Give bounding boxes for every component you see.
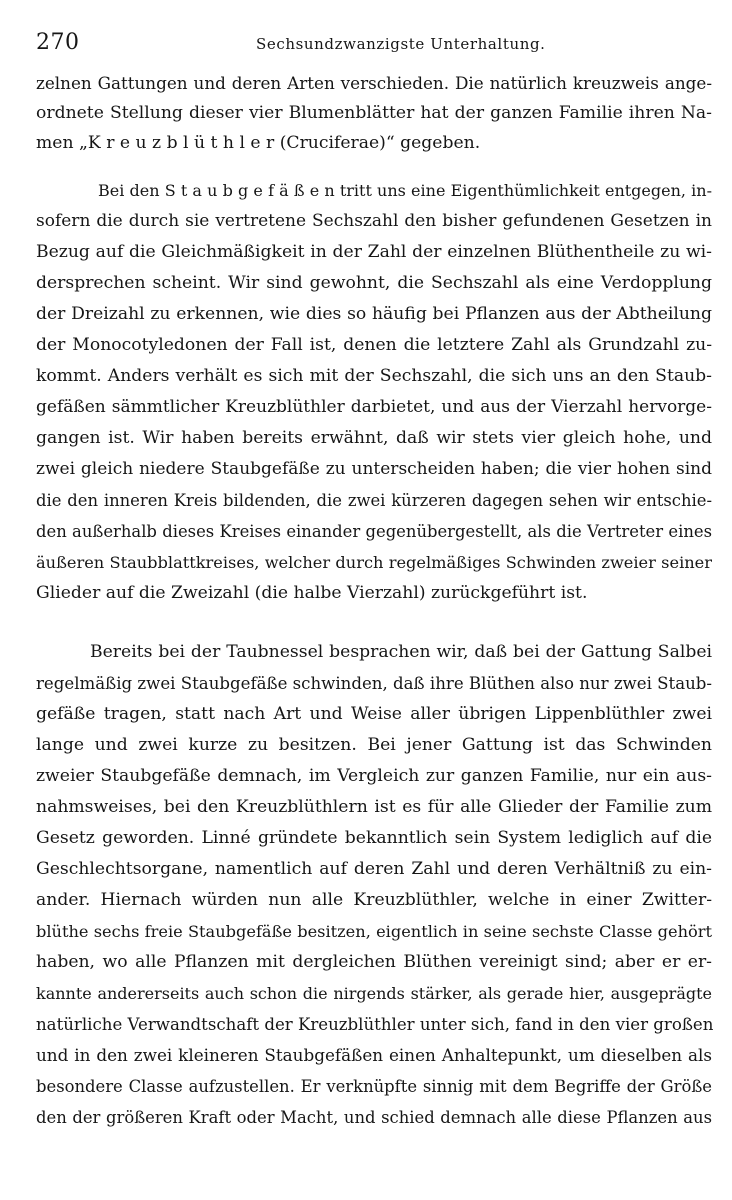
text-line: der Dreizahl zu erkennen, wie dies so häufig bei Pflanzen aus der Abtheilung [36,304,712,324]
text-line: regelmäßig zwei Staubgefäße schwinden, daß ihre Blüthen also nur zwei Staub- [36,674,713,693]
text-line: lange und zwei kurze zu besitzen. Bei jener Gattung ist das Schwinden [36,735,712,755]
text-line: äußeren Staubblattkreises, welcher durch regelmäßiges Schwinden zweier seiner [36,553,712,572]
text-line: Bezug auf die Gleichmäßigkeit in der Zahl der einzelnen Blüthentheile zu wi- [36,242,712,262]
text-line: zelnen Gattungen und deren Arten verschieden. Die natürlich kreuzweis ange- [36,73,712,93]
text-line: und in den zwei kleineren Staubgefäßen einen Anhaltepunkt, um dieselben als [36,1045,712,1065]
text-line: zweier Staubgefäße demnach, im Vergleich zur ganzen Familie, nur ein aus- [36,766,712,786]
text-line: der Monocotyledonen der Fall ist, denen die letztere Zahl als Grundzahl zu- [36,335,712,355]
text-line: Geschlechtsorgane, namentlich auf deren Zahl und deren Verhältniß zu ein- [36,859,712,879]
text-line: men „K r e u z b l ü t h l e r (Cruciferae)“ gegeben. [36,133,481,153]
text-line: besondere Classe aufzustellen. Er verknüpfte sinnig mit dem Begriffe der Größe [36,1077,712,1096]
text-line: Bei den S t a u b g e f ä ß e n tritt uns eine Eigenthümlichkeit entgegen, in- [98,181,712,200]
text-line: kannte andererseits auch schon die nirgends stärker, als gerade hier, ausgeprägte [36,984,712,1003]
text-line: Glieder auf die Zweizahl (die halbe Vierzahl) zurückgeführt ist. [36,583,588,603]
text-line: nahmsweises, bei den Kreuzblüthlern ist es für alle Glieder der Familie zum [36,797,712,817]
text-line: dersprechen scheint. Wir sind gewohnt, die Sechszahl als eine Verdopplung [36,273,712,293]
text-line: gefäße tragen, statt nach Art und Weise aller übrigen Lippenblüthler zwei [36,704,712,724]
text-line: die den inneren Kreis bildenden, die zwei kürzeren dagegen sehen wir entschie- [36,491,712,510]
text-line: sofern die durch sie vertretene Sechszahl den bisher gefundenen Gesetzen in [36,211,712,231]
running-title: Sechsundzwanzigste Unterhaltung. [256,35,546,53]
text-line: haben, wo alle Pflanzen mit dergleichen Blüthen vereinigt sind; aber er er- [36,952,712,972]
text-line: den der größeren Kraft oder Macht, und schied demnach alle diese Pflanzen aus [36,1108,712,1127]
text-line: gefäßen sämmtlicher Kreuzblüthler darbietet, und aus der Vierzahl hervorge- [36,397,712,417]
text-line: gangen ist. Wir haben bereits erwähnt, daß wir stets vier gleich hohe, und [36,428,712,448]
text-line: natürliche Verwandtschaft der Kreuzblüthler unter sich, fand in den vier großen [36,1015,714,1034]
text-line: blüthe sechs freie Staubgefäße besitzen, eigentlich in seine sechste Classe gehört [36,922,712,941]
text-line: ordnete Stellung dieser vier Blumenblätter hat der ganzen Familie ihren Na- [36,103,712,123]
running-head [36,28,706,58]
text-line: zwei gleich niedere Staubgefäße zu unterscheiden haben; die vier hohen sind [36,459,712,479]
text-line: Bereits bei der Taubnessel besprachen wir, daß bei der Gattung Salbei [90,642,712,662]
text-line: Gesetz geworden. Linné gründete bekanntlich sein System lediglich auf die [36,828,712,848]
text-line: den außerhalb dieses Kreises einander gegenübergestellt, als die Vertreter eines [36,522,712,541]
page-number: 270 [36,30,80,55]
text-line: kommt. Anders verhält es sich mit der Sechszahl, die sich uns an den Staub- [36,366,712,386]
text-line: ander. Hiernach würden nun alle Kreuzblüthler, welche in einer Zwitter- [36,890,712,910]
